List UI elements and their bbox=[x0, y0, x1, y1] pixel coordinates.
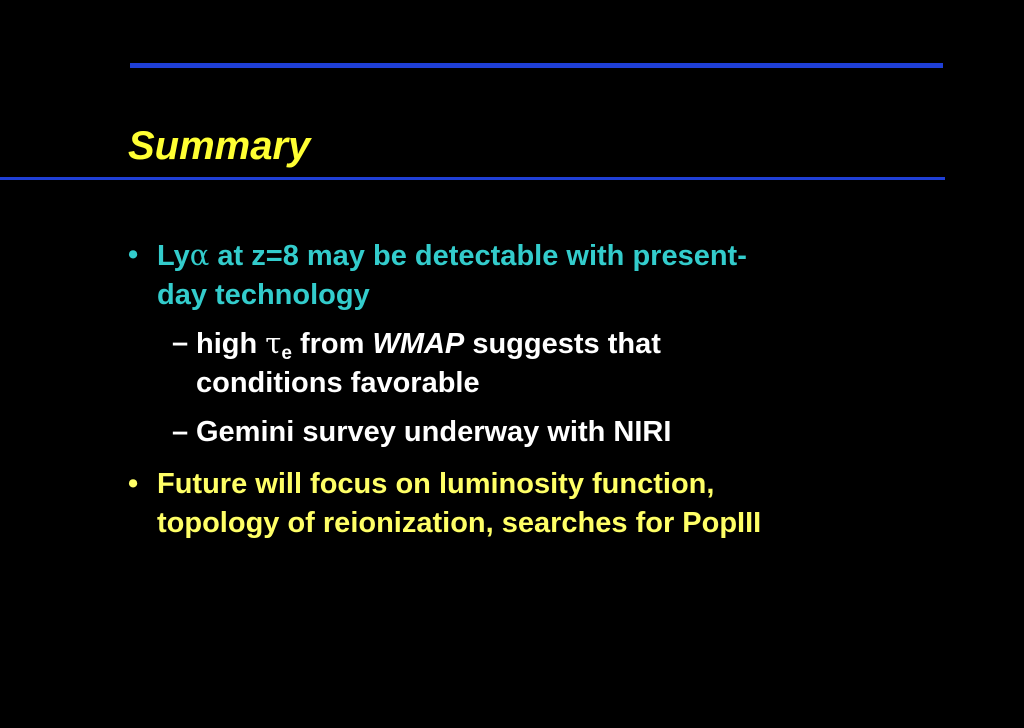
slide-title: Summary bbox=[128, 124, 311, 168]
subbullet-text: Gemini survey underway with NIRI bbox=[196, 416, 672, 448]
bullet-text bbox=[157, 465, 917, 543]
top-rule bbox=[130, 63, 943, 68]
wmap-italic: WMAP bbox=[372, 328, 465, 360]
bullet-line-2: day technology bbox=[157, 279, 370, 311]
bullet-line-2: topology of reionization, searches for PopIII bbox=[157, 507, 762, 539]
subbullet-line-2: conditions favorable bbox=[196, 367, 480, 399]
bullet-line-1: Lyα at z=8 may be detectable with present- bbox=[157, 238, 747, 272]
tau-symbol: τ bbox=[265, 326, 282, 360]
bullet-dot: • bbox=[128, 239, 139, 271]
subbullet-line-1: high $\tau_e$ from WMAP suggests that bbox=[196, 326, 661, 364]
subbullet-dash: – bbox=[172, 327, 189, 359]
subbullet-text bbox=[196, 324, 836, 403]
bullet-dot: • bbox=[128, 468, 139, 500]
bullet-line-1: Future will focus on luminosity function, bbox=[157, 468, 715, 500]
subbullet-dash: – bbox=[172, 416, 189, 448]
tau-subscript: e bbox=[281, 343, 292, 364]
title-underline-rule bbox=[0, 177, 945, 180]
alpha-symbol: α bbox=[189, 238, 210, 272]
bullet-text bbox=[157, 236, 917, 315]
